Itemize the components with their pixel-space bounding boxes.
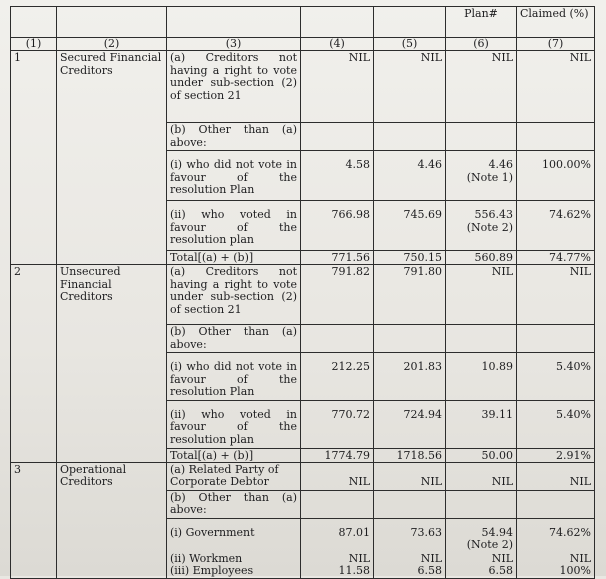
amount-cell: NIL [446, 51, 517, 123]
creditor-category: Unsecured Financial Creditors [57, 265, 167, 463]
empty-cell [374, 490, 446, 518]
column-number: (3) [167, 38, 301, 51]
amount-cell: NIL [374, 462, 446, 490]
header-cell-4 [301, 7, 374, 38]
header-row [11, 7, 595, 38]
amount-cell: 39.11 [446, 400, 517, 448]
header-plan: Plan# [446, 7, 517, 38]
row-description: (ii) Workmen [167, 553, 301, 566]
header-cell-5 [374, 7, 446, 38]
total-amount: 50.00 [446, 448, 517, 462]
amount-value: 4.46 [488, 158, 513, 171]
amount-cell: 6.58 [374, 565, 446, 578]
amount-cell: NIL [517, 51, 595, 123]
amount-cell: NIL [374, 51, 446, 123]
amount-cell: 201.83 [374, 353, 446, 401]
empty-cell [446, 325, 517, 353]
empty-cell [517, 123, 595, 151]
column-number: (6) [446, 38, 517, 51]
empty-cell [301, 123, 374, 151]
row-description: (b) Other than (a) above: [167, 325, 301, 353]
creditor-category: Operational Creditors [57, 462, 167, 578]
serial-number: 1 [11, 51, 57, 265]
row-description: (i) Government [167, 518, 301, 553]
empty-cell [517, 490, 595, 518]
empty-cell [301, 490, 374, 518]
row-description: (ii) who voted in favour of the resolution plan [167, 201, 301, 251]
total-label: Total[(a) + (b)] [167, 251, 301, 265]
amount-cell: 87.01 [301, 518, 374, 553]
amount-cell: 791.80 [374, 265, 446, 325]
row-description: (a) Creditors not having a right to vote under sub-section (2) of section 21 [167, 265, 301, 325]
amount-cell: 11.58 [301, 565, 374, 578]
row-description: (i) who did not vote in favour of the resolution Plan [167, 151, 301, 201]
empty-cell [374, 325, 446, 353]
header-cell-1 [11, 7, 57, 38]
empty-cell [446, 490, 517, 518]
amount-cell: NIL [517, 553, 595, 566]
amount-cell: NIL [301, 51, 374, 123]
row-description: (b) Other than (a) above: [167, 490, 301, 518]
total-amount: 771.56 [301, 251, 374, 265]
amount-cell [446, 518, 517, 553]
table-row [11, 51, 595, 123]
amount-cell: 4.46 [374, 151, 446, 201]
column-number: (4) [301, 38, 374, 51]
amount-cell: 6.58 [446, 565, 517, 578]
amount-cell: NIL [301, 553, 374, 566]
note-reference: (Note 2) [466, 220, 513, 234]
amount-cell: NIL [517, 265, 595, 325]
row-description: (a) Creditors not having a right to vote under sub-section (2) of section 21 [167, 51, 301, 123]
note-reference: (Note 1) [466, 170, 513, 184]
total-amount: 2.91% [517, 448, 595, 462]
amount-cell: 4.58 [301, 151, 374, 201]
empty-cell [374, 123, 446, 151]
column-number-row [11, 38, 595, 51]
amount-cell: NIL [301, 462, 374, 490]
amount-cell: 5.40% [517, 400, 595, 448]
column-number: (2) [57, 38, 167, 51]
amount-cell: 791.82 [301, 265, 374, 325]
row-description: (ii) who voted in favour of the resolution plan [167, 400, 301, 448]
amount-cell: 212.25 [301, 353, 374, 401]
note-reference: (Note 2) [466, 538, 513, 551]
amount-cell: NIL [446, 265, 517, 325]
amount-cell: 724.94 [374, 400, 446, 448]
header-cell-3 [167, 7, 301, 38]
amount-value: 556.43 [474, 208, 513, 221]
row-description: (a) Related Party of Corporate Debtor [167, 462, 301, 490]
amount-cell: NIL [446, 462, 517, 490]
column-number: (7) [517, 38, 595, 51]
total-amount: 74.77% [517, 251, 595, 265]
amount-cell: NIL [374, 553, 446, 566]
amount-cell: 100.00% [517, 151, 595, 201]
amount-cell: 10.89 [446, 353, 517, 401]
amount-cell: 74.62% [517, 201, 595, 251]
creditor-claims-table [10, 6, 595, 579]
empty-cell [301, 325, 374, 353]
serial-number: 2 [11, 265, 57, 463]
amount-cell: NIL [446, 553, 517, 566]
total-label: Total[(a) + (b)] [167, 448, 301, 462]
total-amount: 1774.79 [301, 448, 374, 462]
table-row [11, 462, 595, 490]
empty-cell [517, 325, 595, 353]
amount-cell: NIL [517, 462, 595, 490]
serial-number: 3 [11, 462, 57, 578]
row-description: (b) Other than (a) above: [167, 123, 301, 151]
row-description: (iii) Employees [167, 565, 301, 578]
column-number: (1) [11, 38, 57, 51]
empty-cell [446, 123, 517, 151]
amount-cell [446, 151, 517, 201]
total-amount: 560.89 [446, 251, 517, 265]
amount-cell: 766.98 [301, 201, 374, 251]
total-amount: 1718.56 [374, 448, 446, 462]
header-claimed: Claimed (%) [517, 7, 595, 38]
amount-cell: 745.69 [374, 201, 446, 251]
amount-cell: 74.62% [517, 518, 595, 553]
amount-cell: 73.63 [374, 518, 446, 553]
amount-cell: 5.40% [517, 353, 595, 401]
table-row [11, 265, 595, 325]
column-number: (5) [374, 38, 446, 51]
creditor-category: Secured Financial Creditors [57, 51, 167, 265]
amount-cell: 100% [517, 565, 595, 578]
amount-cell [446, 201, 517, 251]
row-description: (i) who did not vote in favour of the resolution Plan [167, 353, 301, 401]
total-amount: 750.15 [374, 251, 446, 265]
amount-value: 54.94 [481, 525, 513, 539]
amount-cell: 770.72 [301, 400, 374, 448]
header-cell-2 [57, 7, 167, 38]
